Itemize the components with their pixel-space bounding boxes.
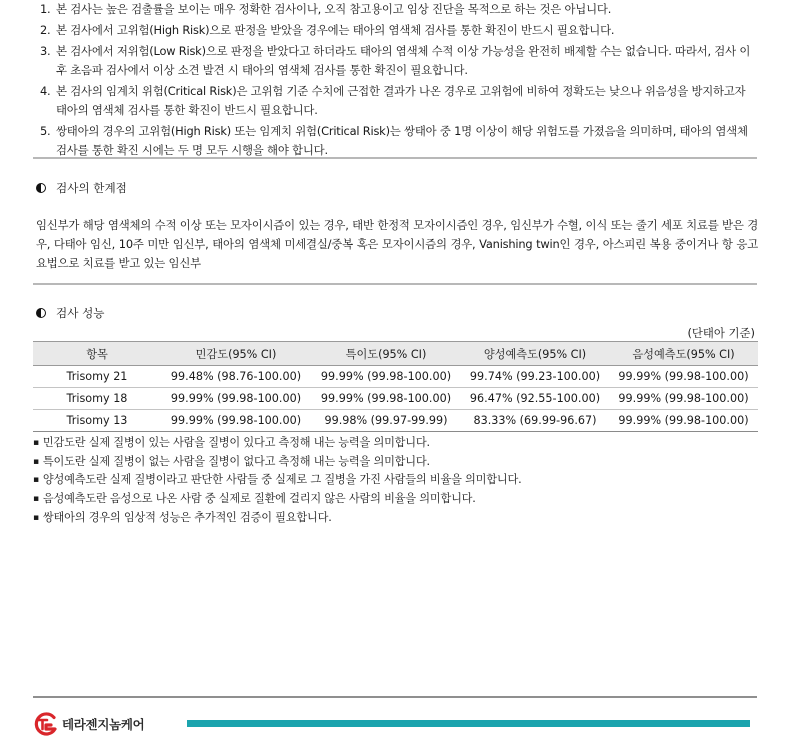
half-circle-bullet-icon <box>36 183 46 193</box>
company-name: 테라젠지놈케어 <box>62 717 145 732</box>
limits-section-title: 검사의 한계점 <box>36 180 127 196</box>
footer-divider <box>33 696 757 698</box>
table-row <box>33 366 758 388</box>
table-cell: 83.33% (69.99-96.67) <box>461 410 609 432</box>
table-cell: 99.99% (99.98-100.00) <box>609 410 758 432</box>
table-cell: 99.98% (99.97-99.99) <box>311 410 461 432</box>
definitions-list <box>33 434 521 528</box>
table-cell: 99.74% (99.23-100.00) <box>461 366 609 388</box>
section-divider <box>33 283 757 285</box>
table-cell: 99.99% (99.98-100.00) <box>311 366 461 388</box>
definition-item: ▪ 음성예측도란 음성으로 나온 사람 중 실제로 질환에 걸리지 않은 사람의 비율을 의미합니다. <box>33 490 521 509</box>
note-item: 5. 쌍태아의 경우의 고위험(High Risk) 또는 임계치 위험(Critical Risk)는 쌍태아 중 1명 이상이 해당 위험도를 가졌음을 의미하며, 태아의 염색체 검사를 통한 확진 시에는 두 명 모두 시행을 해야 합니다. <box>40 124 748 157</box>
tg-logo-icon <box>30 712 60 736</box>
definition-item: ▪ 양성예측도란 실제 질병이라고 판단한 사람들 중 실제로 그 질병을 가진 사람들의 비율을 의미합니다. <box>33 471 521 490</box>
table-cell: Trisomy 21 <box>33 366 161 388</box>
column-header: 특이도(95% CI) <box>311 342 461 366</box>
performance-section-title: 검사 성능 <box>36 305 104 321</box>
definition-item: ▪ 쌍태아의 경우의 임상적 성능은 추가적인 검증이 필요합니다. <box>33 509 521 528</box>
table-cell: 96.47% (92.55-100.00) <box>461 388 609 410</box>
table-cell: 99.99% (99.98-100.00) <box>311 388 461 410</box>
column-header: 민감도(95% CI) <box>161 342 311 366</box>
company-logo <box>30 712 144 736</box>
table-cell: 99.99% (99.98-100.00) <box>609 366 758 388</box>
column-header: 항목 <box>33 342 161 366</box>
table-header-row <box>33 342 758 366</box>
table-row <box>33 388 758 410</box>
definition-item: ▪ 특이도란 실제 질병이 없는 사람을 질병이 없다고 측정해 내는 능력을 의미합니다. <box>33 453 521 472</box>
column-header: 음성예측도(95% CI) <box>609 342 758 366</box>
limits-text: 임신부가 해당 염색체의 수적 이상 또는 모자이시즘이 있는 경우, 태반 한정적 모자이시즘인 경우, 임신부가 수혈, 이식 또는 줄기 세포 치료를 받은 경우, 다태아 임신, 10주 미만 임신부, 태아의 염색체 미세결실/중복 혹은 모자이시즘의 경우, Vanishing twin인 경우, 아스피린 복용 중이거나 항 응고 요법으로 치료를 받고 있는 임신부 <box>36 218 758 270</box>
section-divider <box>33 157 757 159</box>
table-cell: Trisomy 18 <box>33 388 161 410</box>
table-cell: 99.99% (99.98-100.00) <box>161 388 311 410</box>
table-cell: Trisomy 13 <box>33 410 161 432</box>
notes-list <box>40 0 755 162</box>
note-item: 1. 본 검사는 높은 검출률을 보이는 매우 정확한 검사이나, 오직 참고용이고 임상 진단을 목적으로 하는 것은 아닙니다. <box>40 2 612 16</box>
table-cell: 99.48% (98.76-100.00) <box>161 366 311 388</box>
footer-accent-bar <box>187 720 750 727</box>
table-cell: 99.99% (99.98-100.00) <box>161 410 311 432</box>
unit-note: (단태아 기준) <box>687 326 755 340</box>
note-item: 2. 본 검사에서 고위험(High Risk)으로 판정을 받았을 경우에는 태아의 염색체 검사를 통한 확진이 반드시 필요합니다. <box>40 23 615 37</box>
half-circle-bullet-icon <box>36 308 46 318</box>
column-header: 양성예측도(95% CI) <box>461 342 609 366</box>
definition-item: ▪ 민감도란 실제 질병이 있는 사람을 질병이 있다고 측정해 내는 능력을 의미합니다. <box>33 434 521 453</box>
performance-table <box>33 341 758 432</box>
note-item: 4. 본 검사의 임계치 위험(Critical Risk)은 고위험 기준 수치에 근접한 결과가 나온 경우로 고위험에 비하여 정확도는 낮으나 위음성을 방지하고자 태아의 염색체 검사를 통한 확진이 반드시 필요합니다. <box>40 84 746 117</box>
table-row <box>33 410 758 432</box>
table-cell: 99.99% (99.98-100.00) <box>609 388 758 410</box>
note-item: 3. 본 검사에서 저위험(Low Risk)으로 판정을 받았다고 하더라도 태아의 염색체 수적 이상 가능성을 완전히 배제할 수는 없습니다. 따라서, 검사 이후 초음파 검사에서 이상 소견 발견 시 태아의 염색체 검사를 통한 확진이 필요합니다. <box>40 44 751 77</box>
